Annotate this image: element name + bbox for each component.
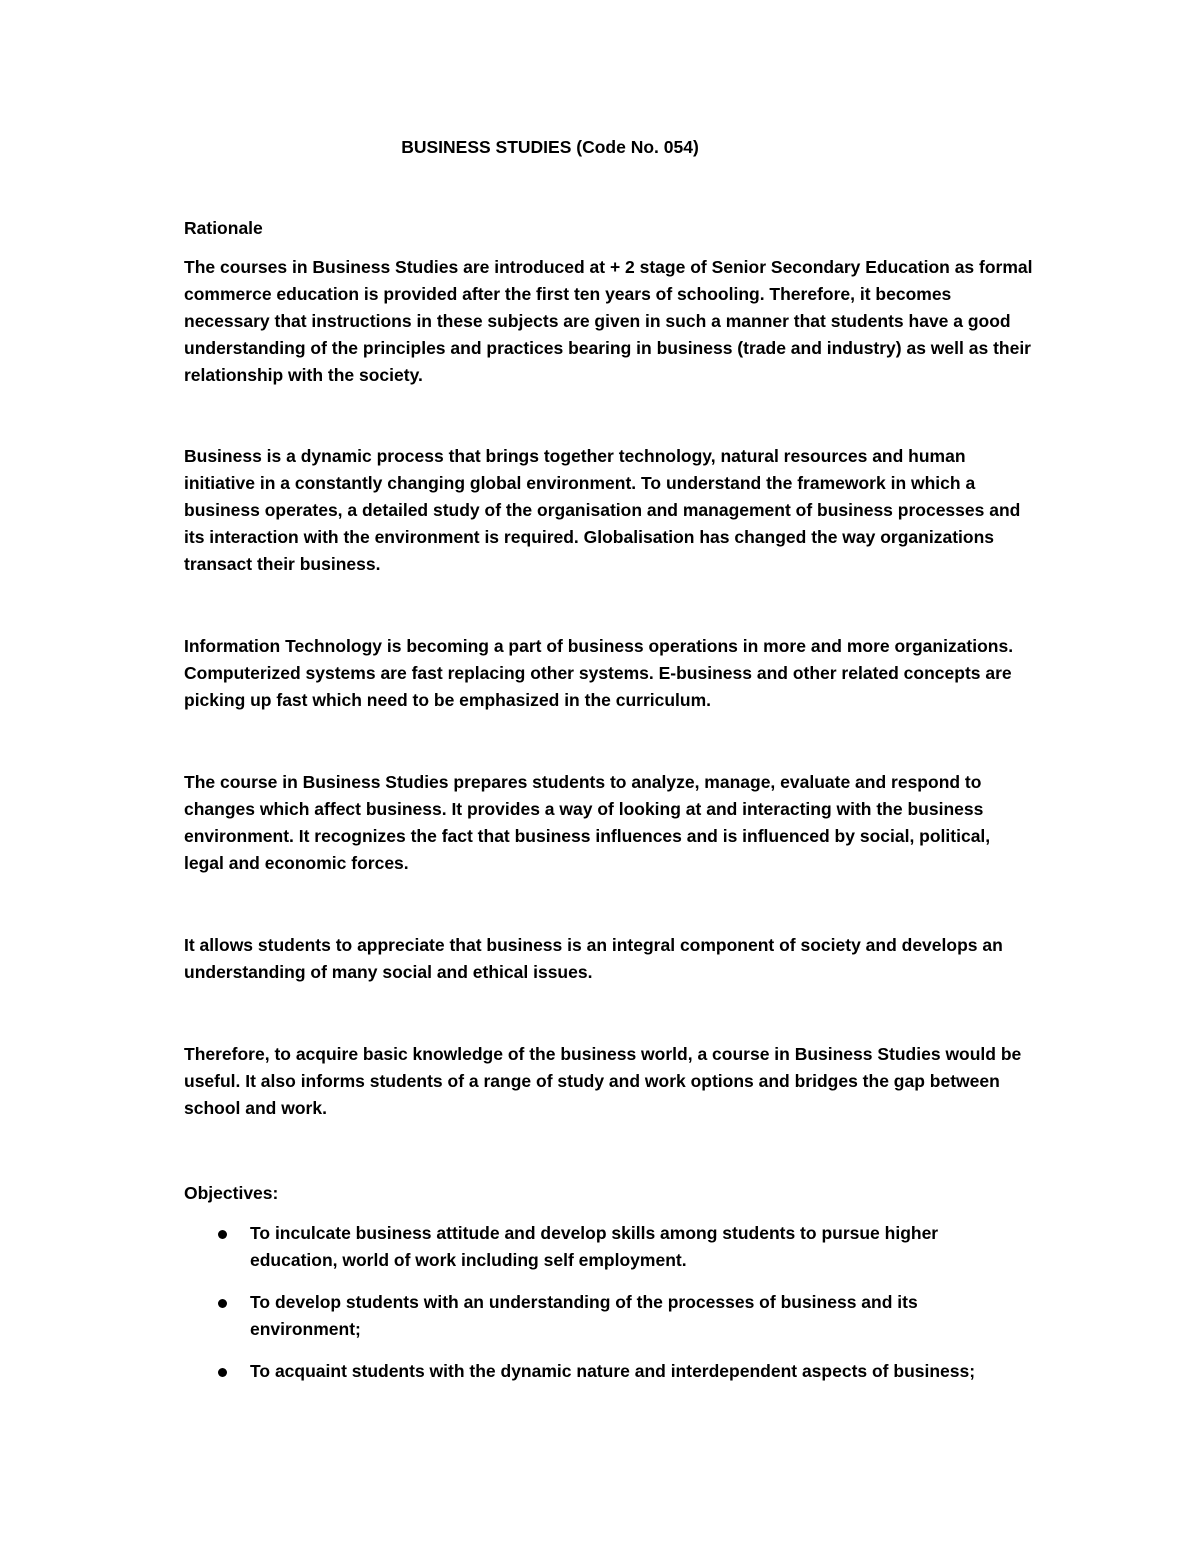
document-title: BUSINESS STUDIES (Code No. 054) [401,137,699,157]
paragraph-line: The courses in Business Studies are introduced at + 2 stage of Senior Secondary Education as formal [184,257,1033,277]
objectives-heading: Objectives: [184,1183,279,1203]
paragraph-line: business operates, a detailed study of the organisation and management of business processes and [184,500,1021,520]
list-item-line: To inculcate business attitude and develop skills among students to pursue higher [250,1223,939,1243]
paragraph-line: legal and economic forces. [184,853,409,873]
list-item [184,1289,1019,1343]
paragraph-line: Therefore, to acquire basic knowledge of the business world, a course in Business Studies would be [184,1044,1022,1064]
paragraph-line: It allows students to appreciate that business is an integral component of society and develops an [184,935,1003,955]
list-item-line: environment; [250,1319,361,1339]
bullet-icon [218,1299,227,1308]
paragraph-line: its interaction with the environment is required. Globalisation has changed the way organizations [184,527,994,547]
list-item-line: To develop students with an understanding of the processes of business and its [250,1292,918,1312]
paragraph-line: Computerized systems are fast replacing other systems. E-business and other related concepts are [184,663,1012,683]
paragraph-dynamic-process [184,443,1019,578]
paragraph-courses-intro [184,254,1033,389]
paragraph-line: school and work. [184,1098,327,1118]
paragraph-line: picking up fast which need to be emphasized in the curriculum. [184,690,712,710]
paragraph-appreciate-business [184,932,1019,986]
paragraph-line: Information Technology is becoming a part of business operations in more and more organizations. [184,636,1014,656]
paragraph-line: changes which affect business. It provides a way of looking at and interacting with the business [184,799,984,819]
paragraph-line: relationship with the society. [184,365,423,385]
paragraph-line: understanding of many social and ethical issues. [184,962,593,982]
paragraph-line: necessary that instructions in these subjects are given in such a manner that students have a good [184,311,1011,331]
rationale-heading: Rationale [184,218,263,238]
paragraph-basic-knowledge [184,1041,1022,1122]
bullet-icon [218,1230,227,1239]
list-item [184,1358,1019,1385]
paragraph-line: The course in Business Studies prepares students to analyze, manage, evaluate and respond to [184,772,982,792]
list-item-line: To acquaint students with the dynamic nature and interdependent aspects of business; [250,1361,976,1381]
paragraph-line: commerce education is provided after the first ten years of schooling. Therefore, it becomes [184,284,952,304]
bullet-icon [218,1368,227,1377]
paragraph-line: environment. It recognizes the fact that business influences and is influenced by social, political, [184,826,991,846]
paragraph-line: initiative in a constantly changing global environment. To understand the framework in which a [184,473,976,493]
list-item-line: education, world of work including self employment. [250,1250,687,1270]
paragraph-line: Business is a dynamic process that brings together technology, natural resources and human [184,446,966,466]
paragraph-line: understanding of the principles and practices bearing in business (trade and industry) as well as their [184,338,1031,358]
paragraph-course-prepares [184,769,1019,877]
paragraph-information-technology [184,633,1019,714]
paragraph-line: useful. It also informs students of a range of study and work options and bridges the gap between [184,1071,1000,1091]
objectives-list [184,1220,1019,1400]
list-item [184,1220,1019,1274]
paragraph-line: transact their business. [184,554,381,574]
